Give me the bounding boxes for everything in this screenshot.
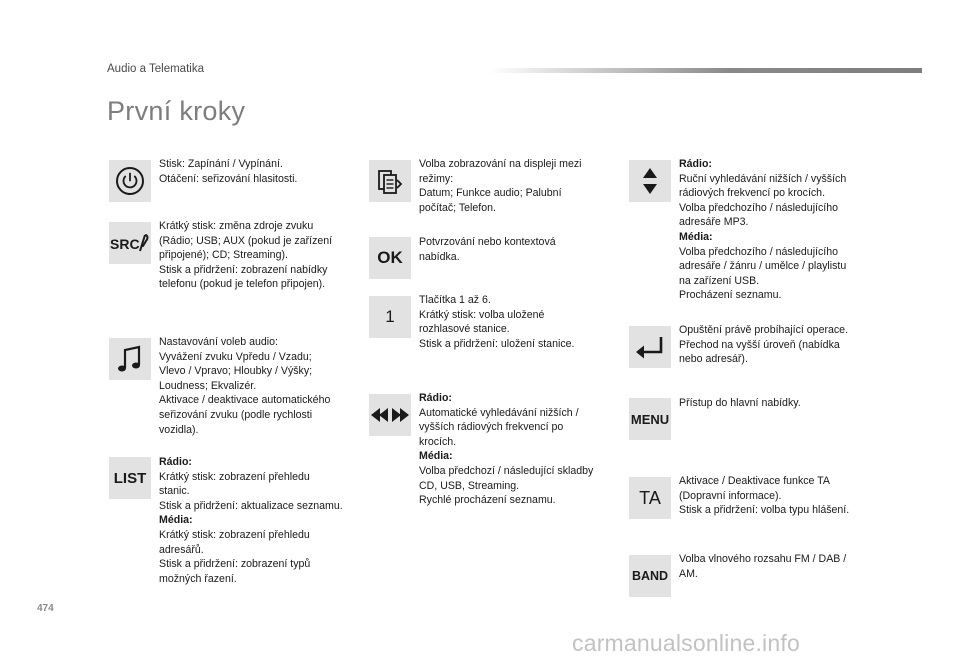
audio-description [159,335,354,437]
preset-line: Tlačítka 1 až 6. [419,294,491,306]
preset-line: Stisk a přidržení: uložení stanice. [419,337,575,350]
preset-one-icon: 1 [385,307,395,326]
seek-line: krocích. [419,435,457,448]
display-line: Datum; Funkce audio; Palubní [419,187,562,200]
seek-line: Volba předchozí / následující skladby [419,464,594,477]
display-line: režimy: [419,172,454,185]
display-description [419,157,609,215]
ta-line: (Dopravní informace). [679,489,782,502]
page-title: První kroky [107,96,246,126]
back-button [629,326,671,368]
list-button [109,457,151,499]
ta-description [679,474,874,518]
display-pages-icon [376,166,404,196]
ok-button [369,237,411,279]
power-line: Otáčení: seřizování hlasitosti. [159,172,298,185]
src-line: připojené); CD; Streaming). [159,249,288,262]
display-button [369,160,411,202]
list-line: Média: [159,514,193,527]
audio-line: Loudness; Ekvalizér. [159,379,257,392]
seek-line: CD, USB, Streaming. [419,479,520,492]
src-description [159,219,354,292]
ta-line: Aktivace / Deaktivace funkce TA [679,475,830,487]
seek-line: Média: [419,450,453,463]
band-line: Volba vlnového rozsahu FM / DAB / [679,553,847,565]
preset-description [419,293,609,351]
list-line: Stisk a přidržení: zobrazení typů [159,558,311,571]
src-line: telefonu (pokud je telefon připojen). [159,278,326,291]
back-line: Přechod na vyšší úroveň (nabídka [679,338,840,351]
src-label: SRC [110,236,140,252]
back-line: nebo adresář). [679,353,748,366]
seek-line: Rychlé procházení seznamu. [419,494,556,507]
updown-line: Rádio: [679,158,712,170]
list-description [159,455,359,586]
src-line: Stisk a přidržení: zobrazení nabídky [159,263,328,276]
seek-arrows-icon [369,406,411,424]
audio-settings-button [109,338,151,380]
display-line: počítač; Telefon. [419,201,496,214]
updown-line: na zařízení USB. [679,274,760,287]
ta-line: Stisk a přidržení: volba typu hlášení. [679,504,850,517]
up-down-description [679,157,869,303]
updown-line: Volba předchozího / následujícího [679,201,839,214]
section-label: Audio a Telematika [107,63,204,75]
ok-description [419,235,609,264]
audio-line: Nastavování voleb audio: [159,336,278,348]
menu-description [679,396,869,411]
back-line: Opuštění právě probíhající operace. [679,324,849,336]
seek-line: Automatické vyhledávání nižších / [419,406,579,419]
list-button-icon: LIST [113,469,147,487]
updown-line: rádiových frekvencí po krocích. [679,187,826,200]
list-line: Krátký stisk: zobrazení přehledu [159,470,310,483]
music-note-icon [117,344,143,374]
band-button [629,555,671,597]
seek-description [419,391,614,508]
src-button [109,222,151,264]
back-arrow-icon [633,333,667,361]
band-line: AM. [679,567,698,580]
updown-line: Procházení seznamu. [679,289,782,302]
back-description [679,323,874,367]
audio-line: Vyvážení zvuku Vpředu / Vzadu; [159,350,312,363]
ok-line: Potvrzování nebo kontextová [419,236,556,248]
audio-line: seřizování zvuku (podle rychlosti [159,408,313,421]
list-line: Stisk a přidržení: aktualizace seznamu. [159,499,343,512]
list-line: stanic. [159,485,190,498]
band-description [679,552,869,581]
display-line: Volba zobrazování na displeji mezi [419,158,582,170]
list-line: Krátký stisk: zobrazení přehledu [159,528,310,541]
page-number: 474 [37,603,54,614]
preset-line: Krátký stisk: volba uložené [419,308,545,321]
audio-line: vozidla). [159,423,199,436]
ok-button-icon: OK [377,248,403,267]
preset-button [369,296,411,338]
header-rule [490,68,922,73]
ta-button [629,477,671,519]
power-description [159,157,349,186]
up-down-arrows-icon [640,165,660,197]
menu-button [629,398,671,440]
power-line: Stisk: Zapínání / Vypínání. [159,158,283,170]
power-knob-button [109,160,151,202]
watermark: carmanualsonline.info [572,630,800,656]
preset-line: rozhlasové stanice. [419,323,510,336]
list-line: možných řazení. [159,572,237,585]
updown-line: Ruční vyhledávání nižších / vyšších [679,172,847,185]
up-down-button [629,160,671,202]
src-line: (Rádio; USB; AUX (pokud je zařízení [159,234,333,247]
ok-line: nabídka. [419,250,460,263]
menu-button-icon: MENU [630,411,670,427]
list-line: adresářů. [159,543,204,556]
audio-line: Aktivace / deaktivace automatického [159,394,331,407]
seek-button [369,394,411,436]
band-button-icon: BAND [631,569,669,583]
src-phone-icon [110,232,150,254]
updown-line: Média: [679,230,713,243]
updown-line: adresáře / žánru / umělce / playlistu [679,260,847,273]
audio-line: Vlevo / Vpravo; Hloubky / Výšky; [159,365,313,378]
power-knob-icon [115,166,145,196]
seek-line: vyšších rádiových frekvencí po [419,421,564,434]
updown-line: Volba předchozího / následujícího [679,245,839,258]
ta-button-icon: TA [639,487,661,508]
src-line: Krátký stisk: změna zdroje zvuku [159,220,314,232]
menu-line: Přístup do hlavní nabídky. [679,397,801,409]
seek-line: Rádio: [419,392,452,404]
list-line: Rádio: [159,456,192,468]
updown-line: adresáře MP3. [679,216,749,229]
